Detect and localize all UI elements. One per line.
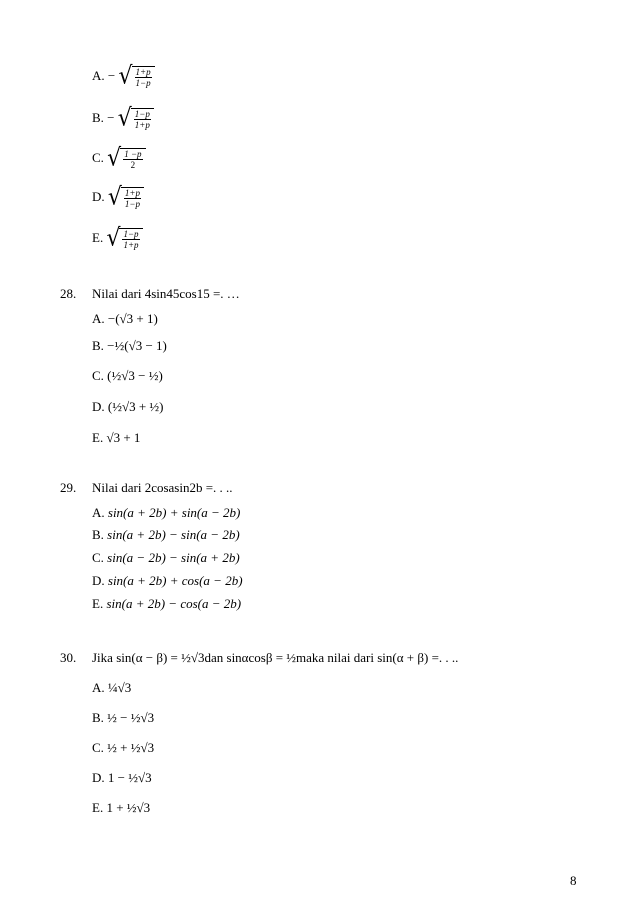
sqrt-fraction: √ $\frac{1+p}{1-p}$: [118, 66, 154, 88]
sqrt-fraction: √ $\frac{1+p}{1-p}$: [108, 187, 144, 209]
sqrt-fraction: √ $\frac{1 -p}{2}$: [107, 148, 145, 170]
q30-option-d: D. 1 − ½√3: [92, 770, 152, 785]
q29-number: 29.: [60, 480, 77, 495]
q29-option-a: A. sin(a + 2b) + sin(a − 2b): [92, 505, 241, 520]
q28-option-b: B. −½(√3 − 1): [92, 338, 167, 353]
q28-question: Nilai dari 4sin45cos15 =. …: [92, 286, 240, 301]
q29-question: Nilai dari 2cosasin2b =. . ..: [92, 480, 233, 495]
q30-question: Jika sin(α − β) = ½√3dan sinαcosβ = ½maka nilai dari sin(α + β) =. . ..: [92, 650, 459, 665]
q29-option-c: C. sin(a − 2b) − sin(a + 2b): [92, 550, 240, 565]
q30-option-a: A. ¼√3: [92, 680, 132, 695]
q29-option-b: B. sin(a + 2b) − sin(a − 2b): [92, 527, 240, 542]
q28-option-c: C. (½√3 − ½): [92, 368, 163, 383]
q28-option-a: A. −(√3 + 1): [92, 311, 158, 326]
q29-option-d: D. sin(a + 2b) + cos(a − 2b): [92, 573, 243, 588]
q30-option-e: E. 1 + ½√3: [92, 800, 151, 815]
q30-number: 30.: [60, 650, 77, 665]
q28-option-e: E. √3 + 1: [92, 430, 141, 445]
sqrt-fraction: √ $\frac{1-p}{1+p}$: [106, 228, 142, 250]
q27-option-e: E. √ $\frac{1-p}{1+p}$: [92, 228, 143, 250]
q28-option-d: D. (½√3 + ½): [92, 399, 164, 414]
q27-option-d: D. √ $\frac{1+p}{1-p}$: [92, 187, 144, 209]
q30-option-c: C. ½ + ½√3: [92, 740, 155, 755]
q28-number: 28.: [60, 286, 77, 301]
page-number: 8: [570, 873, 577, 888]
q29-option-e: E. sin(a + 2b) − cos(a − 2b): [92, 596, 242, 611]
q27-option-b: B. − √ $\frac{1-p}{1+p}$: [92, 108, 154, 130]
q27-option-a: A. − √ $\frac{1+p}{1-p}$: [92, 66, 155, 88]
sqrt-fraction: √ $\frac{1-p}{1+p}$: [118, 108, 154, 130]
q27-option-c: C. √ $\frac{1 -p}{2}$: [92, 148, 146, 170]
q30-option-b: B. ½ − ½√3: [92, 710, 155, 725]
